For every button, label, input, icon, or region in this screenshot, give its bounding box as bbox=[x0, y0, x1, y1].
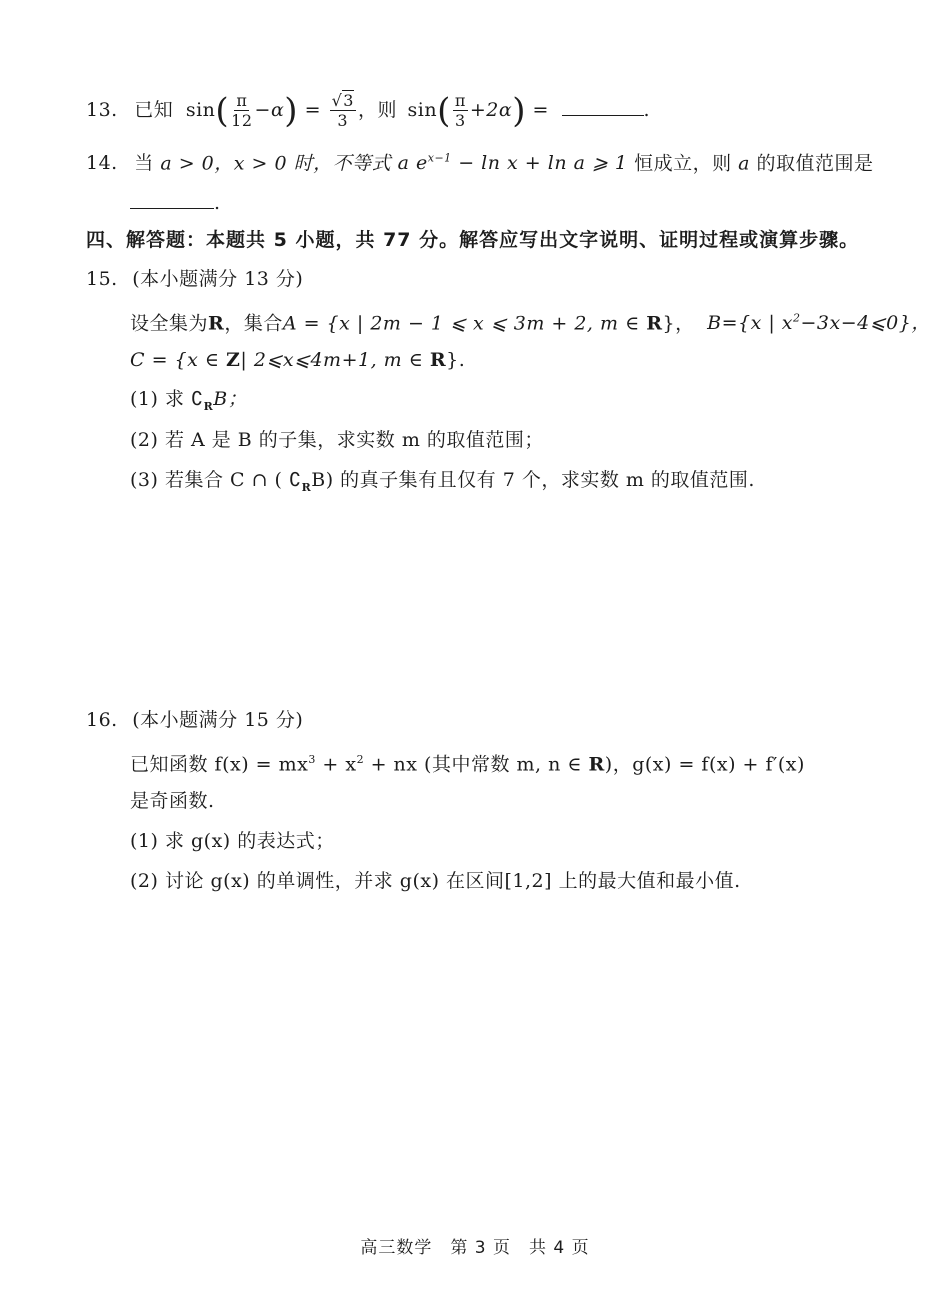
math-set-symbol: R bbox=[208, 312, 225, 335]
period: . bbox=[643, 99, 651, 121]
left-paren: ( bbox=[437, 91, 451, 131]
math-set-symbol: R bbox=[429, 349, 447, 371]
question-text: 设全集为 bbox=[130, 312, 209, 335]
question-15-header bbox=[86, 265, 303, 293]
answer-blank bbox=[130, 188, 214, 209]
fraction-pi-over-3 bbox=[453, 93, 468, 129]
question-15-part-2: (2) 若 A 是 B 的子集，求实数 m 的取值范围； bbox=[130, 429, 544, 451]
question-number: 13. bbox=[86, 99, 118, 121]
exponent: x−1 bbox=[427, 152, 452, 165]
question-text: )，g(x) = f(x) + f′(x) bbox=[604, 753, 805, 776]
math-expression bbox=[398, 152, 628, 174]
math-term: }. bbox=[446, 349, 466, 371]
set-A-definition: A = {x | 2m − 1 ⩽ x ⩽ 3m + 2, m ∈ bbox=[282, 312, 640, 335]
question-text: a > 0，x > 0 时，不等式 bbox=[160, 152, 392, 175]
question-text: 已知 bbox=[134, 99, 174, 121]
page-footer: 高三数学 第 3 页 共 4 页 bbox=[360, 1238, 590, 1258]
question-text: + nx (其中常数 m, n ∈ bbox=[364, 753, 582, 776]
left-paren: ( bbox=[215, 91, 230, 131]
exponent: 2 bbox=[356, 753, 365, 766]
question-number: 16. bbox=[86, 709, 118, 731]
question-16-line-2: 是奇函数. bbox=[130, 790, 215, 812]
question-15-part-3 bbox=[130, 466, 755, 502]
fraction-denominator: 3 bbox=[337, 111, 349, 130]
question-text: 已知函数 f(x) = mx bbox=[130, 753, 309, 776]
radicand: 3 bbox=[343, 91, 354, 110]
fraction-denominator: 3 bbox=[455, 111, 466, 130]
set-C-definition: C = {x ∈ bbox=[130, 349, 220, 371]
question-text: 的取值范围是 bbox=[756, 152, 874, 175]
question-14-blank-line bbox=[130, 188, 221, 217]
math-term: −3x−4⩽0}， bbox=[800, 312, 931, 335]
question-13 bbox=[86, 90, 650, 130]
fraction-numerator: √3 bbox=[331, 91, 354, 110]
math-term: B={x | x bbox=[707, 312, 794, 335]
exponent: 2 bbox=[793, 312, 801, 325]
question-text: 当 bbox=[134, 152, 154, 175]
math-term: + x bbox=[315, 753, 357, 776]
math-term: +2α bbox=[469, 99, 513, 121]
subscript: R bbox=[203, 399, 214, 413]
math-term: −α bbox=[254, 99, 285, 121]
question-16-part-2: (2) 讨论 g(x) 的单调性，并求 g(x) 在区间[1,2] 上的最大值和最小值. bbox=[130, 870, 741, 892]
part-text: (1) 求 ∁ bbox=[130, 388, 204, 410]
part-text: B； bbox=[213, 388, 248, 410]
subscript: R bbox=[301, 480, 312, 494]
right-paren: ) bbox=[512, 91, 526, 131]
equals-sign: = bbox=[304, 99, 322, 121]
question-15-part-1 bbox=[130, 385, 247, 421]
question-score: (本小题满分 15 分) bbox=[132, 709, 304, 731]
question-text: }， bbox=[662, 312, 695, 335]
question-text: ，则 bbox=[357, 99, 397, 121]
question-14 bbox=[86, 145, 874, 177]
section-heading: 四、解答题：本题共 5 小题，共 77 分。解答应写出文字说明、证明过程或演算步骤。 bbox=[86, 229, 860, 251]
question-text: 恒成立，则 bbox=[634, 152, 732, 175]
math-set-symbol: Z bbox=[226, 349, 241, 371]
answer-blank bbox=[562, 95, 644, 116]
fraction-numerator: π bbox=[454, 91, 466, 110]
fraction-pi-over-12 bbox=[231, 93, 252, 129]
period: . bbox=[214, 192, 221, 214]
fraction-sqrt3-over-3 bbox=[330, 93, 356, 129]
fraction-numerator: π bbox=[236, 91, 248, 110]
math-variable: a bbox=[738, 152, 750, 175]
set-B-definition bbox=[707, 312, 931, 334]
equals-sign: = bbox=[532, 99, 549, 121]
question-score: (本小题满分 13 分) bbox=[132, 268, 304, 290]
question-15-line-2 bbox=[130, 346, 465, 374]
question-number: 14. bbox=[86, 152, 118, 175]
question-15-line-1 bbox=[130, 305, 931, 337]
sin-function: sin bbox=[407, 99, 438, 121]
math-term: − ln x + ln a ⩾ 1 bbox=[451, 152, 628, 175]
part-text: (3) 若集合 C ∩ ( ∁ bbox=[130, 469, 302, 491]
fraction-denominator: 12 bbox=[231, 111, 253, 130]
question-number: 15. bbox=[86, 268, 118, 290]
right-paren: ) bbox=[284, 91, 299, 131]
exponent: 3 bbox=[308, 753, 316, 766]
question-16-part-1: (1) 求 g(x) 的表达式； bbox=[130, 830, 335, 852]
question-16-line-1 bbox=[130, 746, 805, 778]
question-text: ，集合 bbox=[224, 312, 283, 335]
math-set-symbol: R bbox=[588, 753, 605, 776]
math-term: a e bbox=[397, 152, 428, 175]
math-set-symbol: R bbox=[646, 312, 663, 335]
question-16-header bbox=[86, 706, 303, 734]
sin-function: sin bbox=[185, 99, 216, 121]
math-term: | 2⩽x⩽4m+1, m ∈ bbox=[240, 349, 424, 371]
part-text: B) 的真子集有且仅有 7 个，求实数 m 的取值范围. bbox=[311, 469, 755, 491]
